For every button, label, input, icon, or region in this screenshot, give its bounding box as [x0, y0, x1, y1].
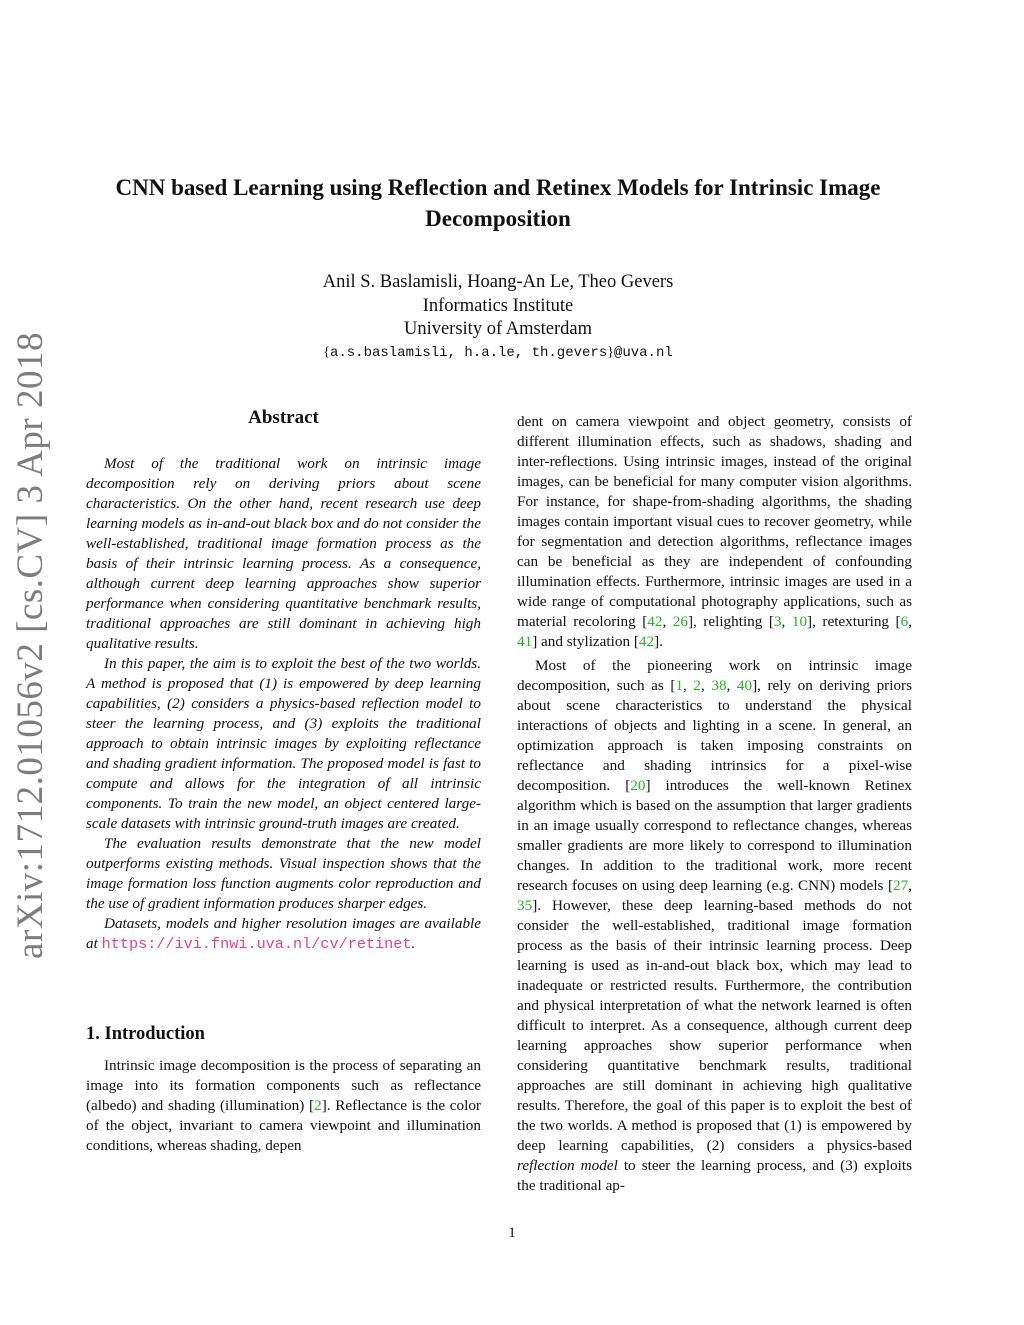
email-names: a.s.baslamisli, h.a.le, th.gevers [329, 345, 608, 361]
abstract-p4-end: . [411, 935, 416, 952]
arxiv-id: arXiv:1712.01056v2 [cs.CV] 3 Apr 2018 [9, 331, 51, 959]
right-text: ], relighting [ [687, 613, 774, 630]
right-text: dent on camera viewpoint and object geometry, consists of different illumination effects, such as shadows, shading and inter-reflections. Using intrinsic images, instead of the original images, can be beneficial for many computer vision algorithms. For instance, for shape-from-shading algorithms, the shading images contain important visual cues to recover geometry, while for segmentation and detection algorithms, reflectance images can be beneficial as they are independent of confounding illumination effects. Furthermore, intrinsic images are used in a wide range of computational photography applications, such as material recoloring [ [517, 413, 912, 630]
abstract-paragraph-3: The evaluation results demonstrate that the new model outperforms existing methods. Visual inspection shows that the image formation loss function augments color reproduction and the use of gradient information produces sharper edges. [86, 835, 481, 912]
section-heading-introduction: 1. Introduction [86, 1024, 205, 1044]
right-text: ]. However, these deep learning-based methods do not consider the well-established, traditional image formation process as the basis of their intrinsic learning process. Deep learning is used as in-and-out black box, which may lead to inadequate or restricted results. Furthermore, the contribution and physical interpretation of what the network learned is often difficult to interpret. As a consequence, although current deep learning approaches show superior performance when considering quantitative benchmark results, traditional approaches are still dominant in achieving high qualitative results. Therefore, the goal of this paper is to exploit the best of the two worlds. A method is proposed that (1) is empowered by deep learning capabilities, (2) considers a physics-based [517, 897, 912, 1154]
right-text: ] introduces the well-known Retinex algorithm which is based on the assumption that larger gradients in an image usually correspond to reflectance changes, whereas smaller gradients are more likely to correspond to illumination changes. In addition to the traditional work, more recent research focuses on using deep learning (e.g. CNN) models [ [517, 777, 913, 894]
citation-link[interactable]: 6 [900, 613, 909, 630]
citation-link[interactable]: 35 [517, 897, 533, 914]
citation-link[interactable]: 3 [773, 613, 782, 630]
citation-separator: , [701, 677, 712, 694]
abstract-p4-text: Datasets, models and higher resolution images are available at [86, 915, 481, 952]
intro-text-b: ]. Reflectance is the color of the object, invariant to camera viewpoint and illumination conditions, whereas shading, depen [86, 1097, 481, 1154]
emphasis-reflection-model: reflection model [517, 1157, 618, 1174]
citation-link[interactable]: 26 [672, 613, 688, 630]
citation-link[interactable]: 2 [693, 677, 701, 694]
right-text: ] and stylization [ [532, 633, 639, 650]
right-text: ], retexturing [ [807, 613, 901, 630]
right-paragraph-1 [517, 412, 912, 652]
abstract-paragraph-1: Most of the traditional work on intrinsic image decomposition rely on deriving priors about scene characteristics. On the other hand, recent research use deep learning models as in-and-out black box and do not consider the well-established, traditional image formation process as the basis of their intrinsic learning process. As a consequence, although current deep learning approaches show superior performance when considering quantitative benchmark results, traditional approaches are still dominant in achieving high qualitative results. [86, 455, 481, 652]
citation-separator: , [726, 677, 737, 694]
citation-separator: , [683, 677, 694, 694]
right-text: ]. [654, 633, 663, 650]
citation-separator: , [908, 877, 912, 894]
right-paragraph-2 [517, 656, 912, 1196]
intro-text-a: Intrinsic image decomposition is the process of separating an image into its formation components such as reflectance (albedo) and shading (illumination) [ [86, 1057, 481, 1114]
paper-title: CNN based Learning using Reflection and Retinex Models for Intrinsic Image Decomposition [115, 175, 881, 231]
affiliation-university: University of Amsterdam [403, 319, 593, 339]
email-brace-close: } [607, 345, 614, 360]
citation-separator: , [781, 613, 792, 630]
right-column [517, 412, 912, 1196]
citation-link[interactable]: 10 [791, 613, 808, 630]
citation-link[interactable]: 38 [711, 677, 727, 694]
citation-separator: , [662, 613, 673, 630]
citation-link[interactable]: 1 [675, 677, 684, 694]
page-number: 1 [508, 1225, 516, 1241]
author-block [90, 271, 906, 342]
dataset-link[interactable]: https://ivi.fnwi.uva.nl/cv/retinet [101, 935, 412, 953]
citation-link[interactable]: 41 [517, 633, 533, 650]
citation-link[interactable]: 40 [736, 677, 753, 694]
intro-paragraph-1 [86, 1056, 481, 1156]
citation-link[interactable]: 2 [314, 1097, 322, 1114]
citation-separator: , [908, 613, 912, 630]
authors: Anil S. Baslamisli, Hoang-An Le, Theo Gevers [322, 272, 674, 292]
affiliation-institute: Informatics Institute [422, 295, 574, 316]
right-text: ], rely on deriving priors about scene characteristics to understand the physical interactions of objects and lighting in a scene. In general, an optimization approach is taken imposing constraints on reflectance and shading intrinsics for a pixel-wise decomposition. [ [517, 677, 913, 794]
abstract-heading: Abstract [248, 407, 319, 428]
citation-link[interactable]: 42 [647, 613, 663, 630]
right-text: to steer the learning process, and (3) exploits the traditional ap- [517, 1157, 912, 1194]
right-text: Most of the pioneering work on intrinsic image decomposition, such as [ [517, 657, 912, 694]
citation-link[interactable]: 27 [893, 877, 909, 894]
arxiv-sidebar [0, 331, 60, 959]
citation-link[interactable]: 20 [630, 777, 646, 794]
abstract-paragraph-4 [86, 914, 481, 954]
abstract-paragraph-2: In this paper, the aim is to exploit the best of the two worlds. A method is proposed that (1) is empowered by deep learning capabilities, (2) considers a physics-based reflection model to steer the learning process, and (3) exploits the traditional approach to obtain intrinsic images by exploiting reflectance and shading gradient information. The proposed model is fast to compute and allows for the integration of all intrinsic components. To train the new model, an object centered large-scale datasets with intrinsic ground-truth images are created. [86, 655, 481, 832]
email-domain: @uva.nl [613, 345, 673, 361]
left-column [86, 408, 481, 1156]
citation-link[interactable]: 42 [638, 633, 655, 650]
email-line [90, 345, 906, 361]
email-brace-open: { [323, 345, 330, 360]
